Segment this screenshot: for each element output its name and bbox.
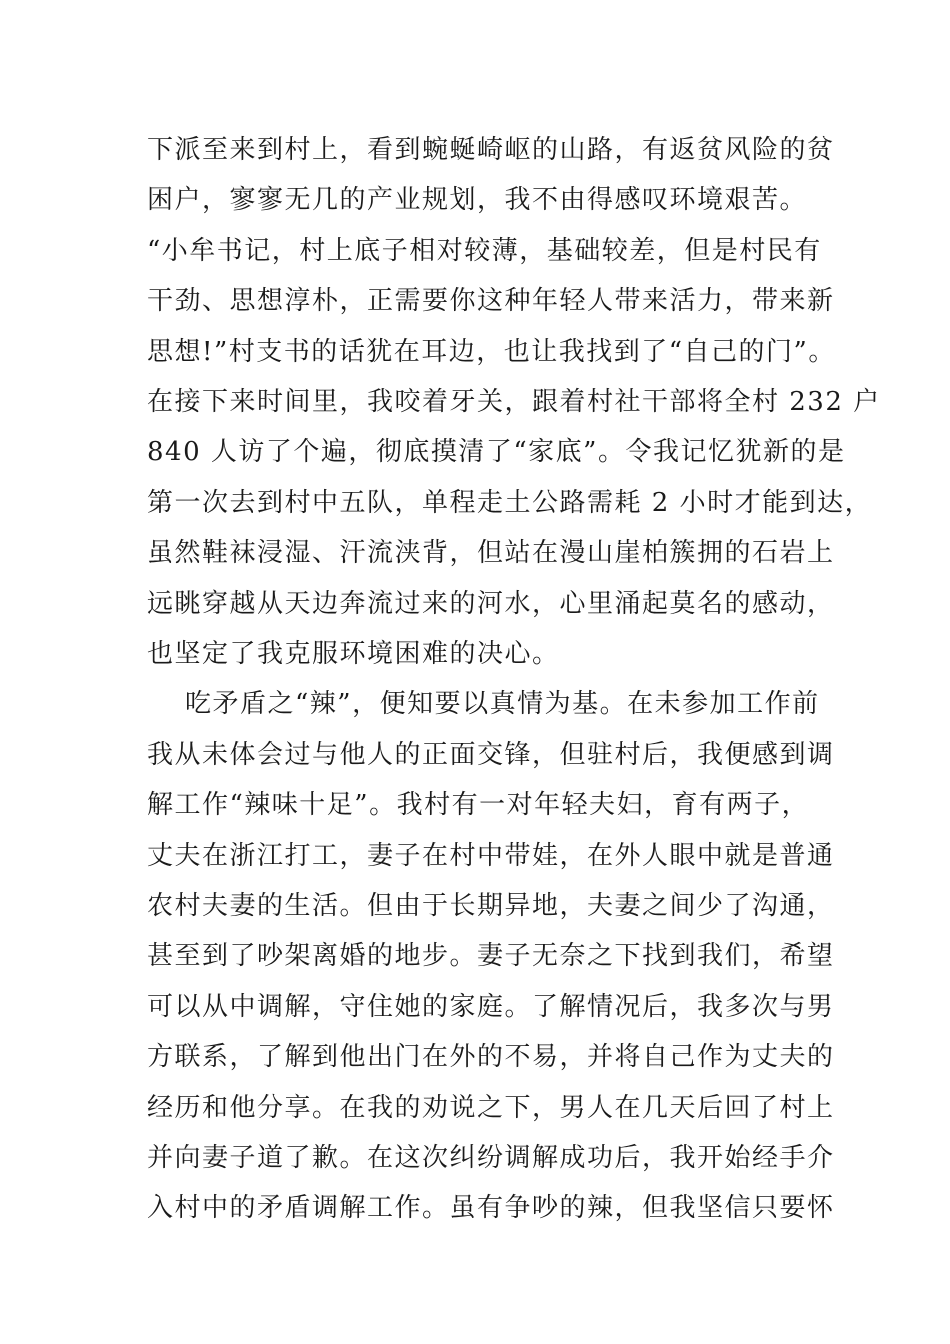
text-line: 可以从中调解，守住她的家庭。了解情况后，我多次与男	[147, 992, 835, 1022]
text-line: 远眺穿越从天边奔流过来的河水，心里涌起莫名的感动，	[147, 589, 835, 619]
paragraph-first-line: 吃矛盾之“辣”，便知要以真情为基。在未参加工作前	[185, 689, 820, 719]
text-line: 甚至到了吵架离婚的地步。妻子无奈之下找到我们，希望	[147, 941, 835, 971]
text-line: 干劲、思想淳朴，正需要你这种年轻人带来活力，带来新	[147, 286, 835, 316]
text-line: 解工作“辣味十足”。我村有一对年轻夫妇，育有两子，	[147, 790, 810, 820]
text-line: 丈夫在浙江打工，妻子在村中带娃，在外人眼中就是普通	[147, 841, 835, 871]
text-line: 入村中的矛盾调解工作。虽有争吵的辣，但我坚信只要怀	[147, 1193, 835, 1223]
text-line: 困户，寥寥无几的产业规划，我不由得感叹环境艰苦。	[147, 185, 808, 215]
text-line: “小牟书记，村上底子相对较薄，基础较差，但是村民有	[147, 236, 822, 266]
text-line: 我从未体会过与他人的正面交锋，但驻村后，我便感到调	[147, 740, 835, 770]
text-line: 农村夫妻的生活。但由于长期异地，夫妻之间少了沟通，	[147, 891, 835, 921]
text-line: 方联系，了解到他出门在外的不易，并将自己作为丈夫的	[147, 1042, 835, 1072]
text-line: 经历和他分享。在我的劝说之下，男人在几天后回了村上	[147, 1093, 835, 1123]
text-line: 在接下来时间里，我咬着牙关，跟着村社干部将全村 232 户	[147, 387, 881, 417]
text-line: 840 人访了个遍，彻底摸清了“家底”。令我记忆犹新的是	[147, 437, 846, 467]
text-line: 虽然鞋袜浸湿、汗流浃背，但站在漫山崖柏簇拥的石岩上	[147, 538, 835, 568]
text-line: 第一次去到村中五队，单程走土公路需耗 2 小时才能到达，	[147, 488, 873, 518]
text-line: 并向妻子道了歉。在这次纠纷调解成功后，我开始经手介	[147, 1143, 835, 1173]
text-line: 下派至来到村上，看到蜿蜒崎岖的山路，有返贫风险的贫	[147, 135, 835, 165]
text-line: 也坚定了我克服环境困难的决心。	[147, 639, 560, 669]
text-line: 思想!”村支书的话犹在耳边，也让我找到了“自己的门”。	[147, 337, 836, 367]
